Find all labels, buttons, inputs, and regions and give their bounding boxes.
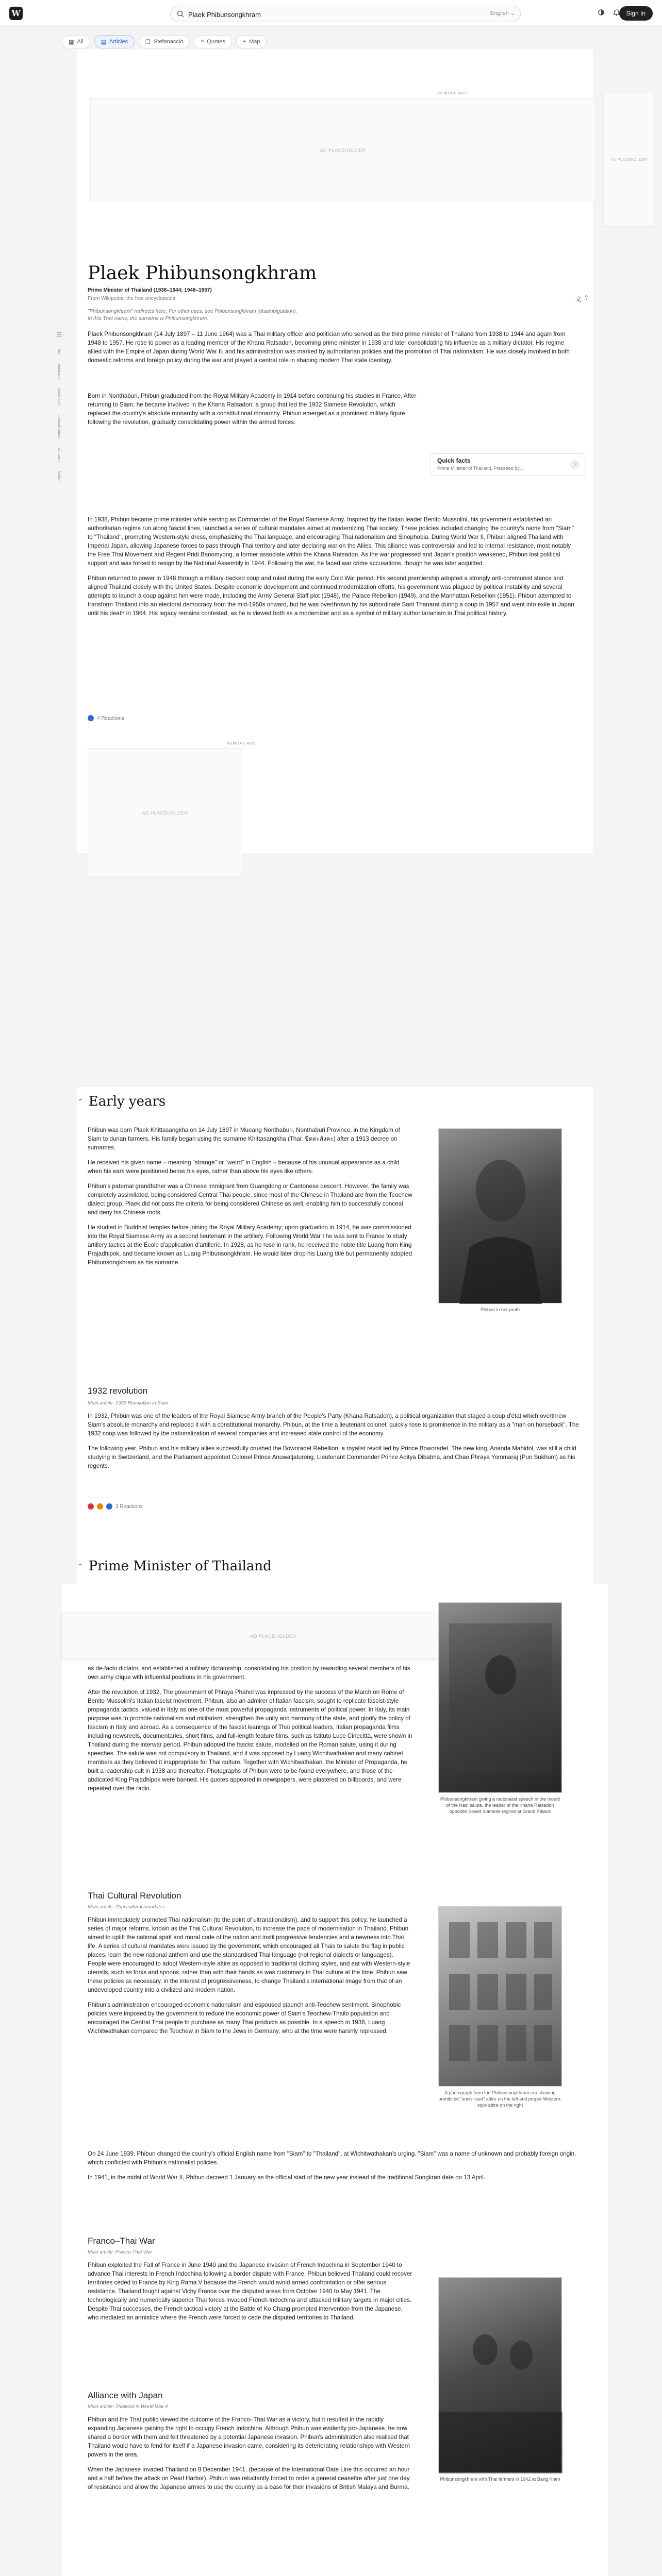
alliance-main-article[interactable]: Main article: Thailand in World War II <box>88 2404 168 2410</box>
pm-intro <box>88 1664 412 1793</box>
revolution-paragraph-2: The following year, Phibun and his military allies successfully crushed the Boworadet Rebellion, a royalist revolt led by Prince Boworadet. The new king, Ananda Mahidol, was still a child studying in Switzerland, and the Parliament appointed Colonel Prince Anuwatjaturong, Lieutenant Commander Prince Aditya Dibabha, and Chao Phraya Yommaraj (Pun Sukhum) as his regents. <box>88 1445 576 1469</box>
revolution-heading: 1932 revolution <box>88 1386 148 1396</box>
translate-icon[interactable]: 文 <box>575 295 582 303</box>
revolution-paragraph-1: In 1932, Phibun was one of the leaders of the Royal Siamese Army branch of the People's Party (Khana Ratsadon), a political organization that staged a coup d'état which overthrew Siam's absolute monarchy and replaced it with a constitutional monarchy. Phibun, at the time a lieutenant colonel, quickly rose to prominence in the military as a "man on horseback". The 1932 coup was followed by the nationalization of several companies and increased state control of the economy. <box>88 1413 579 1437</box>
cultural-paragraph-3: On 24 June 1939, Phibun changed the country's official English name from "Siam" to "Thailand", at Wichitwathakan's urging. "Siam" was a name of unknown and probably foreign origin, which conflicted with Phibun's nationalist policies. <box>88 2150 576 2166</box>
tab-articles[interactable] <box>94 35 135 48</box>
early-paragraph-1: Phibun was born Plaek Khittasangkha on 14 July 1897 in Mueang Nonthaburi, Nonthaburi Province, in the Kingdom of Siam to durian farmers. His family began using the surname Khittasangkha (Thai: ขีตตะสังคะ) after a 1913 decree on surnames. <box>88 1127 400 1151</box>
franco-heading: Franco–Thai War <box>88 2236 155 2246</box>
lead-section-3 <box>88 515 580 618</box>
ad-label: AD PLACEHOLDER <box>142 810 188 816</box>
chevron-up-icon: ⌃ <box>77 1097 84 1106</box>
tab-label: Articles <box>109 39 128 45</box>
ad-banner <box>90 98 595 201</box>
quick-facts-sub: Prime Minister of Thailand, Preceded by ... <box>437 466 525 471</box>
tab-label: Quotes <box>207 39 225 45</box>
side-ad <box>603 93 655 227</box>
reactions-count: 3 Reactions <box>115 1503 143 1510</box>
article-icon: ▤ <box>101 39 107 45</box>
section-title: Early years <box>88 1094 166 1109</box>
heart-icon <box>88 1503 94 1510</box>
alliance-heading: Alliance with Japan <box>88 2391 163 2400</box>
franco-paragraph-1: Phibun exploited the Fall of France in June 1940 and the Japanese invasion of French Indochina in September 1940 to advance Thai interests in French Indochina following a border dispute with France. Phibun believed Thailand could recover territories ceded to France by King Rama V because the French would avoid armed confrontation or offer serious resistance. Thailand fought against Vichy France over the disputed areas from October 1940 to May 1941. The technologically and numerically superior Thai forces invaded French Indochina and attacked military targets in major cities. Despite Thai successes, the French tactical victory at the Battle of Ko Chang prompted intervention from the Japanese, who mediated an armistice where the French were forced to cede the disputed territories to Thailand. <box>88 2262 412 2321</box>
sign-in-button[interactable]: Sign In <box>619 6 653 21</box>
tab-stefanaccio[interactable] <box>139 35 190 48</box>
hatnotes <box>88 308 510 323</box>
grid-icon: ▦ <box>69 39 74 45</box>
toc-icon[interactable]: ☰ <box>56 331 62 338</box>
chevron-down-icon: ⌄ <box>510 10 515 16</box>
lead-paragraph-1: Plaek Phibunsongkhram (14 July 1897 – 11 June 1964) was a Thai military officer and politician who served as the third prime minister of Thailand from 1938 to 1944 and again from 1948 to 1957. He rose to power as a leading member of the Khana Ratsadon, becoming prime minister in 1938 and later consolidating his influence as a military dictator. His regime allied with the Empire of Japan during World War II, and his administration was marked by authoritarian policies and the promotion of Thai nationalism. He was closely involved in both domestic reforms and foreign policy during the war and played a central role in shaping modern Thai state ideology. <box>88 331 570 364</box>
early-paragraph-3: Phibun's paternal grandfather was a Chinese immigrant from Guangdong or Cantonese descent. However, the family was completely assimilated, being considered Central Thai people, since most of the Chinese in Thailand are from the Teochew dialect group. Plaek did not pass the criteria for being considered Chinese as well, enabling him to successfully conceal and deny his Chinese roots. <box>88 1183 412 1216</box>
rail-later-life[interactable]: Later life <box>57 448 61 462</box>
ad-square <box>88 748 242 877</box>
alliance-text <box>88 2415 412 2492</box>
revolution-main-article[interactable]: Main article: 1932 Revolution in Siam <box>88 1400 169 1406</box>
tab-label: All <box>77 39 84 45</box>
cultural-text-wide <box>88 2149 583 2182</box>
rail-top[interactable]: Top <box>57 349 61 355</box>
pm-fascism-paragraph: After the revolution of 1932, The government of Phraya Phahol was impressed by the success of the March on Rome of Benito Mussolini's Italian fascist movement. Phibun, also an admirer of Italian fascism, sought to replicate fascist-style propaganda tactics, valued in Italy as one of the most powerful propaganda instruments of political power. In Italy, its main purpose was to promote nationalism and militarism, strengthen the unity and harmony of the state, and glorify the policy of fascism in Italy and abroad. As a consequence of the fascist leanings of Thai political leaders, Italian propaganda films including newsreels, documentaries, short films, and full-length feature films, such as Istituto Luce Cinecittà, were shown in Thailand during the interwar period. Phibun adopted the fascist salute, modelled on the Roman salute, using it during speeches. The salute was not compulsory in Thailand, and it was opposed by Luang Wichitwathakan and many cabinet members as they believed it inappropriate for Thai culture. Together with Wichitwathakan, the Minister of Propaganda, he built a leadership cult in 1938 and thereafter. Photographs of Phibun were to be found everywhere, and those of the abdicated King Prajadhipok were banned. His quotes appeared in newspapers, were plastered on billboards, and were repeated over the radio. <box>88 1689 412 1792</box>
theme-icon[interactable] <box>597 8 605 16</box>
lead-section <box>88 330 577 371</box>
chevron-up-icon: ⌃ <box>77 1562 84 1570</box>
tab-label: Map <box>249 39 260 45</box>
lead-paragraph-4: Phibun returned to power in 1948 through a military-backed coup and ruled during the early Cold War period. His second premiership adopted a strongly anti-communist stance and aligned Thailand closely with the United States. Despite economic development and continued modernization efforts, his government was plagued by political instability and several attempts to launch a coup against him were made, including the Army General Staff plot (1948), the Palace Rebellion (1949), and the Manhattan Rebellion (1951). Phibun attempted to transform Thailand into an electoral democracy from the mid-1950s onward, but he was overthrown by his subordinate Sarit Thanarat during a coup in 1957 and went into exile in Japan until his death in 1964. His legacy remains contested, as he is viewed both as a modernizer and as a symbol of military authoritarianism in Thai political history. <box>88 575 574 617</box>
farmers-photo-caption: Phibunsongkhram with Thai farmers in 1942 at Bang Khen <box>440 2477 560 2482</box>
early-paragraph-2: He received his given name – meaning "strange" or "weird" in English – because of his unusual appearance as a child when his ears were positioned below his eyes, rather than above his eyes like others. <box>88 1159 400 1175</box>
hatnote-thai-name: In this Thai name, the surname is Phibunsongkhram. <box>88 316 209 321</box>
article-lead-card <box>77 49 593 853</box>
section-title: Prime Minister of Thailand <box>88 1558 272 1574</box>
rail-prime-minister[interactable]: Prime Minister <box>57 415 61 439</box>
lead-section-2 <box>88 392 418 427</box>
portrait-photo[interactable] <box>438 1128 562 1303</box>
rail-early-years[interactable]: Early years <box>57 388 61 406</box>
laugh-icon <box>97 1503 103 1510</box>
search-box[interactable] <box>170 6 521 22</box>
cultural-paragraph-4: In 1941, in the midst of World War II, Phibun decreed 1 January as the official start of the new year instead of the traditional Songkran date on 13 April. <box>88 2174 486 2181</box>
page-title: Plaek Phibunsongkhram <box>88 263 317 284</box>
attire-photo-caption: A photograph from the Phibunsongkhram era showing prohibited "uncivilised" attire on the left and proper Western-style attire on the right <box>438 2090 562 2108</box>
ad-label: AD PLACEHOLDER <box>320 148 366 153</box>
portrait-silhouette-icon <box>439 1129 562 1304</box>
share-icon[interactable]: ⇪ <box>584 294 589 301</box>
language-label: English <box>490 10 509 16</box>
franco-text <box>88 2261 412 2322</box>
top-bar <box>0 0 662 27</box>
speech-photo-caption: Phibunsongkhram giving a nationalist speech in the mould of the Nazi salute, the leader of the Khana Ratsadon opposite Soviet Siamese regime at Grand Palace <box>440 1797 560 1814</box>
tab-map[interactable] <box>236 35 267 48</box>
pm-intro-paragraph: as de-facto dictator, and established a military dictatorship, consolidating his position by rewarding several members of his own army clique with influential positions in his government. <box>88 1665 410 1681</box>
rail-legacy[interactable]: Legacy <box>57 470 61 483</box>
quick-facts-button[interactable] <box>431 453 585 476</box>
search-icon <box>177 10 184 18</box>
site-logo[interactable]: W <box>9 7 23 20</box>
attire-poster-photo[interactable] <box>438 1906 562 2087</box>
alliance-paragraph-2: When the Japanese invaded Thailand on 8 December 1941, (because of the International Date Line this occurred an hour and a half before the attack on Pearl Harbor), Phibun was reluctantly forced to order a general ceasefire after just one day of resistance and allow the Japanese armies to use the country as a base for their invasions of British Malaya and Burma. <box>88 2466 410 2490</box>
rail-contents[interactable]: Contents <box>57 364 61 379</box>
like-icon <box>88 715 94 721</box>
cultural-paragraph-1: Phibun immediately promoted Thai nationalism (to the point of ultranationalism), and to support this policy, he launched a series of major reforms, known as the Thai Cultural Revolution, to increase the pace of modernisation in Thailand. Phibun aimed to uplift the national spirit and moral code of the nation and instil progressive tendencies and a newness into Thai life. A series of cultural mandates were issued by the government, which encouraged all Thais to salute the flag in public places, learn the new national anthem and use the standardised Thai language (not regional dialects or languages). People were encouraged to adopt Western-style attire as opposed to traditional clothing styles, and eat with Western-style utensils, such as forks and spoons, rather than with their hands as was customary in Thai culture at the time. Phibun saw these policies as necessary, in the interest of progressiveness, to change Thailand's international image from that of an undeveloped country into a civilized and modern nation. <box>88 1917 410 1993</box>
tab-all[interactable] <box>62 35 90 48</box>
poster-grid-icon <box>439 1907 562 2087</box>
ad-label: AD PLACEHOLDER <box>250 1634 296 1639</box>
lead-paragraph-3: In 1938, Phibun became prime minister while serving as Commander of the Royal Siamese Army. Inspired by the Italian leader Benito Mussolini, his government established an authoritarian regime run along fascist lines, launched a series of cultural mandates aimed at modernizing Thai society. These policies included changing the country's name from "Siam" to "Thailand", promoting Western-style dress, emphasizing the Thai language, and encouraging Thai nationalism and Sinophobia. During World War II, Phibun aligned Thailand with Imperial Japan, allowing Japanese forces to pass through Thai territory and later declaring war on the Allies. This alliance was controversial and led to internal resistance, most notably the Free Thai Movement and Regent Pridi Banomyong, a former associate within the Khana Ratsadon. As the war progressed and Japan's position weakened, Phibun lost political support and was forced to resign by the National Assembly in 1944. Following the war, he faced war crime accusations, though he was later acquitted. <box>88 516 574 567</box>
alliance-paragraph-1: Phibun and the Thai public viewed the outcome of the Franco–Thai War as a victory, but it resulted in the rapidly expanding Japanese gaining the right to occupy French Indochina. Although Phibun was evidently pro-Japanese, he now shared a border with them and felt threatened by a potential Japanese invasion. Phibun's administration also realised that Thailand would have to fend for itself if a Japanese invasion came, considering its deteriorating relationships with Western powers in the area. <box>88 2416 410 2458</box>
portrait-caption: Phibun in his youth <box>480 1307 520 1312</box>
top-icons <box>597 8 621 16</box>
ad-label: AD PLACEHOLDER <box>610 158 648 162</box>
article-rail <box>54 331 65 483</box>
source-note: From Wikipedia, the free encyclopedia <box>88 296 176 301</box>
revolution-text <box>88 1412 583 1470</box>
quick-facts-label: Quick facts <box>437 457 471 464</box>
tab-quotes[interactable] <box>194 35 231 48</box>
section-prime-minister[interactable] <box>77 1556 272 1577</box>
cultural-paragraph-2: Phibun's administration encouraged economic nationalism and espoused staunch anti-Teochew sentiment. Sinophobic policies were imposed by the government to reduce the economic power of Siam's Teochew-Thailo population and encouraged the Central Thai people to purchase as many Thai products as possible. In a speech in 1938, Luang Wichitwathakan compared the Teochew in Siam to the Jews in Germany, who at the time were harshly repressed. <box>88 2002 401 2035</box>
speech-photo[interactable] <box>438 1602 562 1793</box>
chevron-right-icon: › <box>570 460 580 469</box>
speech-scene-icon <box>439 1603 562 1793</box>
page-subtitle: Prime Minister of Thailand (1938–1944; 1948–1957) <box>88 287 212 293</box>
cultural-text <box>88 1916 412 2036</box>
remove-ads-link[interactable]: REMOVE ADS <box>438 92 468 95</box>
franco-main-article[interactable]: Main article: Franco-Thai War <box>88 2249 152 2255</box>
hatnote-redirect: "Phibunsongkhram" redirects here. For other uses, see Phibunsongkhram (disambiguation). <box>88 309 297 314</box>
ad-banner <box>62 1613 485 1659</box>
cultural-heading: Thai Cultural Revolution <box>88 1891 181 1901</box>
reactions-bar[interactable] <box>88 1503 143 1510</box>
farmers-photo[interactable] <box>438 2277 562 2473</box>
reactions-bar[interactable] <box>88 715 124 721</box>
farmers-scene-icon <box>439 2278 562 2473</box>
early-paragraph-4: He studied in Buddhist temples before joining the Royal Military Academy; upon graduation in 1914, he was commissioned into the Royal Siamese Army as a second lieutenant in the artillery. Following World War I he was sent to France to study artillery tactics at the École d'application d'artillerie. In 1928, as he rose in rank, he received the noble title Luang from King Prajadhipok, and became known as Luang Phibunsongkhram. He would later drop his Luang title but permanently adopted Phibunsongkhram as his surname. <box>88 1224 412 1266</box>
tab-label: Stefanaccio <box>153 39 184 45</box>
language-select[interactable] <box>490 10 515 16</box>
like-icon <box>106 1503 112 1510</box>
cultural-main-article[interactable]: Main article: Thai cultural mandates <box>88 1904 165 1910</box>
book-icon: ❐ <box>145 39 151 45</box>
reactions-count: 4 Reactions <box>97 715 124 721</box>
early-years-text <box>88 1126 412 1267</box>
remove-ads-link[interactable]: REMOVE ADS <box>227 742 256 745</box>
filter-tabs <box>62 35 267 48</box>
map-icon: ⌖ <box>242 38 246 45</box>
lead-paragraph-2: Born in Nonthaburi, Phibun graduated from the Royal Military Academy in 1914 before continuing his studies in France. After returning to Siam, he became involved in the Khana Ratsadon, a group that led the 1932 Siamese Revolution, which replaced the country's absolute monarchy with a constitutional monarchy. Phibun emerged as a prominent military figure following the revolution, gradually consolidating power within the armed forces. <box>88 393 417 426</box>
quote-icon: ❝ <box>201 39 204 45</box>
search-input[interactable] <box>188 9 477 20</box>
section-early-years[interactable] <box>77 1091 166 1112</box>
